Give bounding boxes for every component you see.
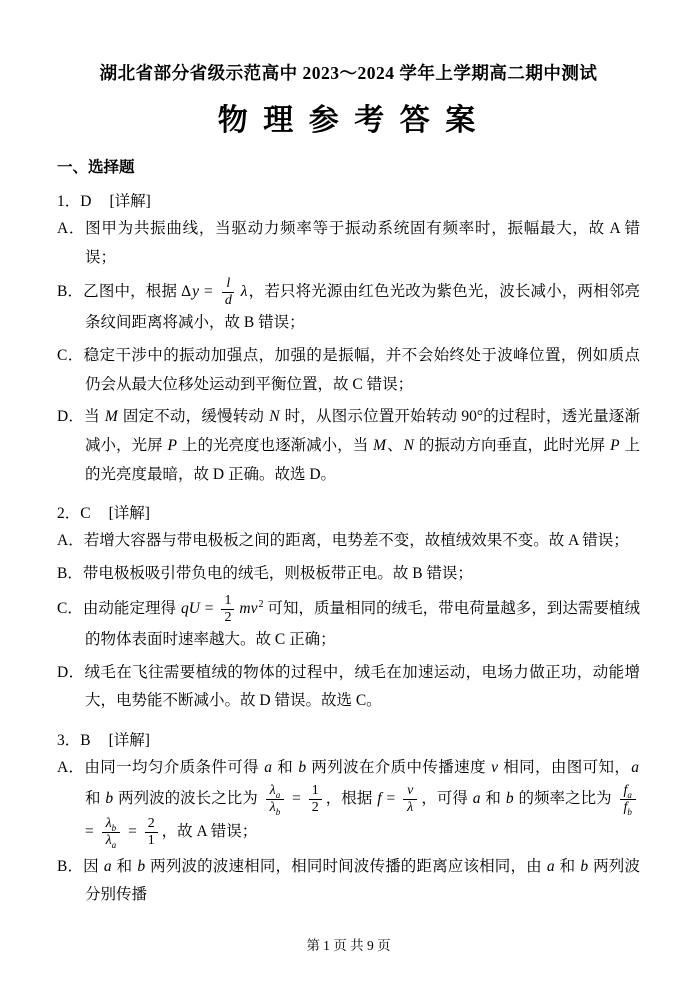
exam-title: 湖北省部分省级示范高中 2023～2024 学年上学期高二期中测试 [99,63,598,83]
answer-label: 3．B [57,731,91,749]
math-variable: b [505,789,514,807]
math-variable: P [167,437,178,455]
answers-list [57,189,640,910]
math-variable: b [137,857,146,875]
math-variable: P [610,437,620,455]
math-variable: a [631,758,639,776]
math-variable: M [104,408,118,426]
answer-label: 2．C [57,505,91,523]
math-fraction [266,783,285,816]
fraction-numerator: 2 [145,816,158,833]
explanation-item: B．因 a 和 b 两列波的波速相同，相同时间波传播的距离应该相同，由 a 和 b 两列波分别传播 [57,857,640,904]
fraction-denominator [221,293,236,309]
math-fraction [309,783,322,816]
math-variable: mv [239,599,258,617]
math-variable: b [298,758,307,776]
math-variable: a [264,758,272,776]
math-variable: $\lambda_b$ [105,815,117,833]
fraction-numerator [266,783,285,800]
math-subscript: b [111,822,117,833]
fraction-numerator [403,783,417,800]
question-answer-line [57,189,640,211]
explanation-item: B．乙图中，根据 Δy = $\frac{l}{d}$ λ，若只将光源由红色光改为紫色光，波长减小，两相邻亮条纹间距离将减小，故 B 错误； [57,276,640,332]
question-answer-line [57,501,640,523]
math-fraction [221,593,234,626]
math-variable: a [103,857,112,875]
math-variable: f [377,789,382,807]
fraction-denominator: 1 [147,832,155,848]
math-variable: v [491,758,499,776]
math-variable: N [403,437,414,455]
math-fraction [221,276,236,309]
explanation-item: C．由动能定理得 qU = $\frac{1}{2}$ $mv^2$ 可知，质量相同的绒毛，带电荷量越多，到达需要植绒的物体表面时速率越大。故 C 正确； [57,592,640,648]
math-fraction [102,816,121,849]
explanation-item: B．带电极板吸引带负电的绒毛，则极板带正电。故 B 错误； [57,565,473,583]
detail-tag: [详解] [108,505,150,523]
math-subscript: a [627,789,632,800]
detail-tag: [详解] [109,193,151,210]
math-variable: M [373,437,387,455]
math-fraction [145,816,158,849]
answer-key-title: 物 理 参 考 答 案 [217,104,480,137]
math-fraction [403,783,417,816]
math-variable: a [546,857,555,875]
section-heading: 一、选择题 [57,159,135,176]
fraction-denominator [102,833,121,849]
math-subscript: b [627,806,632,817]
page-number: 第 1 页 共 9 页 [306,938,391,953]
explanation-item: A．由同一均匀介质条件可得 a 和 b 两列波在介质中传播速度 v 相同，由图可知，a 和 b 两列波的波长之比为 $\frac{\lambda_a}{\lambda_b}$ = $\frac{1}{2}$ ，根据 f = $\frac{v}{\lambda}$ ，可得 a 和 b 的频率之比为 $\frac{f_a}{f_b}$ = $\frac{\lambda_b}{\lambda_a}$ = $\frac{2}{1}$ ，故 A 错误； [57,758,639,850]
math-superscript: 2 [258,598,264,610]
math-variable: d [224,293,232,309]
fraction-denominator [403,800,417,816]
math-variable: $\lambda_b$ [269,799,281,817]
explanation-item: A．若增大容器与带电极板之间的距离，电势差不变，故植绒效果不变。故 A 错误； [57,532,629,550]
math-variable: λ [240,283,248,301]
fraction-denominator [266,800,285,816]
fraction-numerator: 1 [309,783,322,800]
math-variable: $\lambda_a$ [105,832,117,850]
math-subscript: a [275,789,281,800]
explanation-item: D．当 M 固定不动，缓慢转动 N 时，从图示位置开始转动 90°的过程时，透光量逐渐减小，光屏 P 上的光亮度也逐渐减小，当 M、N 的振动方向垂直，此时光屏 P 上的光亮度最暗，故 D 正确。故选 D。 [57,408,640,483]
explanation-item: D．绒毛在飞往需要植绒的物体的过程中，绒毛在加速运动，电场力做正功，动能增大，电势能不断减小。故 D 错误。故选 C。 [57,663,640,710]
math-variable: a [472,789,481,807]
fraction-numerator [102,816,121,833]
math-variable: λ [407,799,414,815]
math-subscript: a [111,839,117,850]
math-variable: $\lambda_a$ [269,782,281,800]
fraction-numerator [620,783,636,800]
detail-tag: [详解] [108,731,150,749]
math-variable: N [269,408,280,426]
fraction-numerator [222,276,234,293]
math-variable: qU [180,599,200,617]
explanation-item: C．稳定干涉中的振动加强点，加强的是振幅，并不会始终处于波峰位置，例如质点仍会从最大位移处运动到平衡位置，故 C 错误； [57,347,640,393]
explanation-item: A．图甲为共振曲线，当驱动力频率等于振动系统固有频率时，振幅最大，故 A 错误； [57,220,640,266]
math-variable: $f_a$ [623,782,632,800]
question-answer-line [57,728,640,750]
answer-label: 1．D [57,193,92,210]
math-variable: b [105,789,114,807]
fraction-denominator [620,800,636,816]
fraction-denominator: 2 [311,799,319,815]
math-variable: v [407,782,414,798]
math-variable: l [226,276,231,292]
math-variable: $f_b$ [623,799,632,817]
math-variable: y [192,283,200,301]
math-fraction [620,783,636,816]
math-variable: b [580,857,589,875]
fraction-numerator: 1 [221,593,234,610]
fraction-denominator: 2 [224,609,232,625]
math-subscript: b [275,806,281,817]
